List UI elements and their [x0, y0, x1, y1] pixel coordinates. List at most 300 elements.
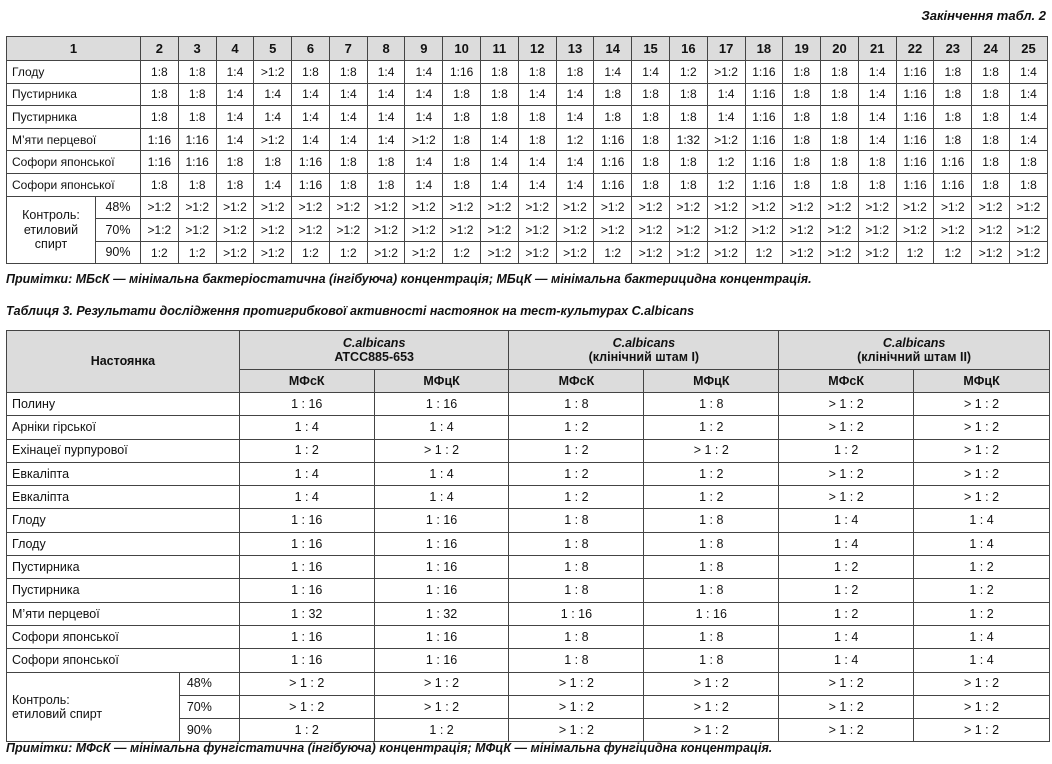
table-cell: >1:2: [254, 219, 292, 242]
table-cell: 1 : 2: [914, 579, 1050, 602]
table-cell: 1:16: [896, 173, 934, 196]
table-cell: 1:4: [556, 151, 594, 174]
table2-header-cell: 16: [669, 37, 707, 61]
table-cell: 1:8: [178, 61, 216, 84]
table-cell: 1 : 8: [509, 509, 644, 532]
table-cell: > 1 : 2: [779, 695, 914, 718]
table-cell: > 1 : 2: [779, 719, 914, 742]
table-cell: 1:16: [141, 128, 179, 151]
row-name: Арніки гірської: [7, 416, 240, 439]
table-cell: > 1 : 2: [374, 695, 509, 718]
table-cell: >1:2: [594, 196, 632, 219]
table-cell: >1:2: [329, 196, 367, 219]
table-cell: 1 : 2: [239, 719, 374, 742]
table-cell: 1:2: [669, 61, 707, 84]
table-cell: 1:2: [934, 241, 972, 264]
table-cell: 1:4: [292, 106, 330, 129]
group-1-line2: ATCC885-653: [334, 350, 414, 364]
table-cell: > 1 : 2: [779, 462, 914, 485]
table-cell: 1 : 4: [374, 462, 509, 485]
table-cell: 1:16: [934, 151, 972, 174]
table-cell: >1:2: [783, 241, 821, 264]
table-cell: 1:2: [329, 241, 367, 264]
table3-caption: Таблиця 3. Результати дослідження протигрибкової активності настоянок на тест-культурах C.albicans: [6, 304, 695, 318]
table2-header-cell: 5: [254, 37, 292, 61]
table-cell: >1:2: [481, 196, 519, 219]
table-cell: 1 : 32: [374, 602, 509, 625]
table-cell: >1:2: [821, 196, 859, 219]
row-name: Пустирника: [7, 579, 240, 602]
table-cell: > 1 : 2: [644, 719, 779, 742]
control-row: [7, 196, 1048, 219]
table2-header-cell: 7: [329, 37, 367, 61]
table-cell: 1:16: [896, 128, 934, 151]
table-cell: 1:8: [443, 128, 481, 151]
table-cell: 1:8: [594, 106, 632, 129]
table-cell: 1:4: [329, 106, 367, 129]
table-cell: 1 : 4: [779, 649, 914, 672]
table2-header-cell: 24: [972, 37, 1010, 61]
control-label-line: спирт: [34, 237, 68, 252]
table-cell: 1:16: [292, 173, 330, 196]
table-cell: >1:2: [632, 219, 670, 242]
table-cell: 1 : 16: [509, 602, 644, 625]
table-cell: >1:2: [821, 219, 859, 242]
table2-header-cell: 13: [556, 37, 594, 61]
table-cell: > 1 : 2: [914, 695, 1050, 718]
table2-header-cell: 17: [707, 37, 745, 61]
table-cell: 1:8: [443, 106, 481, 129]
table-cell: 1 : 4: [779, 625, 914, 648]
table-cell: 1 : 2: [914, 556, 1050, 579]
table-cell: 1:16: [292, 151, 330, 174]
table-cell: 1:8: [1009, 173, 1047, 196]
table-cell: >1:2: [934, 196, 972, 219]
table-cell: >1:2: [178, 219, 216, 242]
table-cell: >1:2: [367, 241, 405, 264]
table-cell: 1:8: [783, 106, 821, 129]
table-cell: >1:2: [707, 219, 745, 242]
table3-subheader-cell: МФцК: [644, 370, 779, 393]
table-cell: 1:4: [292, 128, 330, 151]
control-row: [7, 241, 1048, 264]
row-name: М’яти перцевої: [7, 128, 141, 151]
control-row: [7, 672, 1050, 695]
table-cell: >1:2: [972, 196, 1010, 219]
table-cell: 1 : 16: [374, 532, 509, 555]
table-cell: 1:4: [481, 151, 519, 174]
table-cell: > 1 : 2: [779, 416, 914, 439]
table-cell: >1:2: [518, 219, 556, 242]
table-cell: >1:2: [669, 196, 707, 219]
table-cell: >1:2: [669, 241, 707, 264]
table-row: [7, 416, 1050, 439]
row-name: Глоду: [7, 61, 141, 84]
table2-header-cell: 21: [858, 37, 896, 61]
table-cell: 1:16: [178, 128, 216, 151]
table-row: [7, 106, 1048, 129]
table-cell: 1 : 8: [509, 579, 644, 602]
table-cell: 1:16: [896, 151, 934, 174]
control-concentration: 48%: [96, 196, 141, 219]
table-cell: > 1 : 2: [644, 672, 779, 695]
group-3-line1: C.albicans: [882, 335, 946, 350]
table-cell: 1:16: [896, 61, 934, 84]
table-cell: 1:8: [216, 151, 254, 174]
control-label: [7, 196, 96, 264]
table-cell: 1:8: [972, 61, 1010, 84]
table-cell: 1:16: [896, 106, 934, 129]
table-cell: 1 : 4: [239, 486, 374, 509]
table-cell: 1:4: [1009, 83, 1047, 106]
table-cell: 1 : 4: [914, 509, 1050, 532]
table-cell: 1:8: [481, 83, 519, 106]
control-concentration: 48%: [179, 672, 239, 695]
table-row: [7, 439, 1050, 462]
table-cell: >1:2: [707, 241, 745, 264]
table-cell: 1:4: [707, 106, 745, 129]
table3-subheader-cell: МФцК: [374, 370, 509, 393]
table-cell: 1 : 8: [509, 649, 644, 672]
table-cell: 1:8: [821, 151, 859, 174]
table-cell: >1:2: [178, 196, 216, 219]
table-cell: 1:4: [329, 83, 367, 106]
table-cell: 1:8: [972, 106, 1010, 129]
control-label-line: етиловий спирт: [12, 707, 103, 721]
table-cell: >1:2: [329, 219, 367, 242]
table-cell: 1:16: [594, 173, 632, 196]
table-cell: 1:16: [896, 83, 934, 106]
table-cell: >1:2: [783, 196, 821, 219]
group-2-line1: C.albicans: [612, 335, 676, 350]
table2-header-cell: 25: [1009, 37, 1047, 61]
table-cell: 1:16: [745, 128, 783, 151]
table-cell: 1 : 16: [239, 393, 374, 416]
table-cell: >1:2: [216, 196, 254, 219]
table-cell: 1 : 2: [509, 462, 644, 485]
table-cell: 1:8: [178, 83, 216, 106]
table-cell: 1 : 16: [239, 509, 374, 532]
table-cell: 1:8: [858, 173, 896, 196]
table-cell: 1:8: [972, 128, 1010, 151]
table-cell: > 1 : 2: [914, 462, 1050, 485]
table-row: [7, 151, 1048, 174]
table-cell: > 1 : 2: [509, 719, 644, 742]
table-cell: 1:4: [556, 106, 594, 129]
table-cell: 1 : 4: [779, 532, 914, 555]
table-cell: 1:16: [745, 151, 783, 174]
table-cell: 1 : 2: [509, 416, 644, 439]
table2-header-cell: 15: [632, 37, 670, 61]
group-3-line2: (клінічний штам II): [857, 350, 972, 364]
table-cell: >1:2: [405, 241, 443, 264]
table-cell: > 1 : 2: [374, 672, 509, 695]
table-cell: 1 : 16: [239, 556, 374, 579]
table-cell: > 1 : 2: [644, 695, 779, 718]
table-row: [7, 393, 1050, 416]
table-cell: 1:4: [1009, 61, 1047, 84]
table-cell: 1:4: [1009, 128, 1047, 151]
table-cell: 1:2: [556, 128, 594, 151]
table-cell: 1:4: [632, 61, 670, 84]
table-cell: >1:2: [707, 128, 745, 151]
table-cell: 1:8: [632, 151, 670, 174]
table-cell: > 1 : 2: [779, 672, 914, 695]
table-cell: 1:4: [216, 83, 254, 106]
table-cell: >1:2: [443, 196, 481, 219]
table-cell: >1:2: [707, 61, 745, 84]
table-cell: 1 : 2: [644, 486, 779, 509]
table-cell: 1 : 2: [779, 439, 914, 462]
table-cell: >1:2: [858, 196, 896, 219]
table-cell: >1:2: [405, 196, 443, 219]
table-cell: 1:4: [254, 83, 292, 106]
table-cell: >1:2: [443, 219, 481, 242]
table3-header-group-2: [509, 331, 779, 370]
table3-header-group-1: [239, 331, 509, 370]
table-cell: 1 : 4: [914, 532, 1050, 555]
control-row: [7, 219, 1048, 242]
table-cell: 1:8: [972, 151, 1010, 174]
table-cell: 1:16: [934, 173, 972, 196]
table-cell: >1:2: [405, 128, 443, 151]
table-cell: 1 : 8: [644, 649, 779, 672]
table-cell: 1:8: [518, 106, 556, 129]
table-cell: 1:8: [632, 173, 670, 196]
table-cell: 1:8: [632, 128, 670, 151]
table-cell: 1:4: [518, 173, 556, 196]
table-cell: 1:8: [669, 173, 707, 196]
table-cell: 1 : 4: [374, 416, 509, 439]
table3: [6, 330, 1050, 742]
table-cell: >1:2: [632, 196, 670, 219]
row-name: Глоду: [7, 509, 240, 532]
table-cell: 1:16: [141, 151, 179, 174]
table-row: [7, 128, 1048, 151]
row-name: Пустирника: [7, 556, 240, 579]
table-cell: 1:4: [216, 106, 254, 129]
table2-header-cell: 14: [594, 37, 632, 61]
control-concentration: 70%: [96, 219, 141, 242]
table-cell: >1:2: [821, 241, 859, 264]
table-cell: 1:8: [178, 106, 216, 129]
table-cell: 1 : 8: [644, 579, 779, 602]
table-cell: >1:2: [518, 196, 556, 219]
table-cell: 1:8: [858, 151, 896, 174]
table-cell: > 1 : 2: [779, 393, 914, 416]
table-cell: 1:4: [1009, 106, 1047, 129]
control-concentration: 70%: [179, 695, 239, 718]
table-row: [7, 602, 1050, 625]
table3-subheader-cell: МФсК: [509, 370, 644, 393]
table-cell: >1:2: [367, 196, 405, 219]
table-cell: >1:2: [934, 219, 972, 242]
table-cell: >1:2: [216, 241, 254, 264]
table-continuation-label: Закінчення табл. 2: [921, 8, 1046, 23]
table-cell: >1:2: [367, 219, 405, 242]
table3-subheader-cell: МФсК: [239, 370, 374, 393]
table-cell: > 1 : 2: [644, 439, 779, 462]
table-cell: >1:2: [594, 219, 632, 242]
table3-subheader-cell: МФцК: [914, 370, 1050, 393]
table-cell: 1:8: [934, 106, 972, 129]
row-name: Софори японської: [7, 625, 240, 648]
table2-header-cell: 18: [745, 37, 783, 61]
table-cell: >1:2: [254, 61, 292, 84]
table-cell: 1:2: [707, 173, 745, 196]
table-cell: 1:8: [783, 173, 821, 196]
table-cell: 1:8: [934, 83, 972, 106]
row-name: Ехінацеї пурпурової: [7, 439, 240, 462]
table2-header-cell: 6: [292, 37, 330, 61]
table-cell: 1 : 8: [644, 509, 779, 532]
table-cell: 1 : 8: [509, 393, 644, 416]
table-cell: 1 : 4: [914, 625, 1050, 648]
table2-header-cell: 9: [405, 37, 443, 61]
table-cell: 1 : 4: [914, 649, 1050, 672]
row-name: Софори японської: [7, 151, 141, 174]
table-cell: 1:16: [745, 61, 783, 84]
table-row: [7, 556, 1050, 579]
table-cell: 1:4: [858, 106, 896, 129]
table-cell: 1:4: [594, 61, 632, 84]
table-cell: > 1 : 2: [914, 486, 1050, 509]
table2-header-cell: 12: [518, 37, 556, 61]
row-name: М’яти перцевої: [7, 602, 240, 625]
table-cell: 1:2: [443, 241, 481, 264]
table-cell: 1 : 8: [509, 625, 644, 648]
table-cell: 1 : 16: [374, 509, 509, 532]
table-cell: 1:8: [556, 61, 594, 84]
table-cell: 1:2: [594, 241, 632, 264]
table2-header-row: [7, 37, 1048, 61]
table-cell: 1 : 4: [374, 486, 509, 509]
table-cell: 1 : 4: [239, 416, 374, 439]
table-cell: 1:4: [329, 128, 367, 151]
table3-note: Примітки: МФсК — мінімальна фунгістатична (інгібуюча) концентрація; МФцК — мінімальна фунгіцидна концентрація.: [6, 741, 773, 755]
table2-header-cell: 2: [141, 37, 179, 61]
table2: [6, 36, 1048, 264]
table-cell: 1 : 16: [374, 625, 509, 648]
table-cell: 1:4: [405, 173, 443, 196]
control-label-line: Контроль:: [22, 208, 80, 223]
table2-header-cell: 22: [896, 37, 934, 61]
row-name: Пустирника: [7, 106, 141, 129]
table-cell: >1:2: [481, 219, 519, 242]
table2-header-cell: 1: [7, 37, 141, 61]
table-cell: 1 : 2: [509, 486, 644, 509]
table-cell: 1:4: [405, 83, 443, 106]
table-cell: 1:8: [934, 128, 972, 151]
table3-header-group-3: [779, 331, 1050, 370]
table-row: [7, 649, 1050, 672]
table-cell: >1:2: [292, 219, 330, 242]
table-cell: 1:8: [178, 173, 216, 196]
table-cell: > 1 : 2: [914, 672, 1050, 695]
table2-header-cell: 3: [178, 37, 216, 61]
table-cell: >1:2: [518, 241, 556, 264]
table-cell: 1:8: [783, 83, 821, 106]
table-cell: 1:8: [329, 173, 367, 196]
table-cell: 1:4: [858, 61, 896, 84]
table-cell: 1:2: [141, 241, 179, 264]
table-cell: 1:4: [858, 128, 896, 151]
table-cell: 1 : 32: [239, 602, 374, 625]
table-cell: 1 : 16: [644, 602, 779, 625]
table-cell: 1:8: [821, 61, 859, 84]
table-cell: 1:4: [367, 61, 405, 84]
table-cell: 1 : 8: [509, 532, 644, 555]
control-concentration: 90%: [96, 241, 141, 264]
table-cell: 1:8: [292, 61, 330, 84]
table-cell: 1:4: [254, 173, 292, 196]
table-cell: 1:16: [178, 151, 216, 174]
table-cell: 1 : 2: [914, 602, 1050, 625]
table-cell: 1 : 16: [239, 649, 374, 672]
table-cell: 1 : 4: [239, 462, 374, 485]
table-cell: 1:8: [216, 173, 254, 196]
table-cell: >1:2: [556, 241, 594, 264]
table-cell: >1:2: [783, 219, 821, 242]
row-name: Софори японської: [7, 649, 240, 672]
table-cell: 1:8: [669, 151, 707, 174]
table-cell: 1:8: [329, 61, 367, 84]
table-row: [7, 462, 1050, 485]
table-row: [7, 486, 1050, 509]
table-cell: 1:16: [745, 173, 783, 196]
table-cell: 1:4: [367, 83, 405, 106]
table-cell: 1:8: [443, 83, 481, 106]
table-cell: 1 : 2: [779, 602, 914, 625]
table-cell: 1 : 2: [779, 579, 914, 602]
table-cell: > 1 : 2: [509, 695, 644, 718]
table-cell: 1:2: [292, 241, 330, 264]
table-cell: 1:4: [556, 173, 594, 196]
table-cell: >1:2: [254, 196, 292, 219]
group-2-line2: (клінічний штам I): [588, 350, 700, 364]
table-cell: > 1 : 2: [914, 393, 1050, 416]
table-cell: 1:4: [518, 151, 556, 174]
table2-note: Примітки: МБсК — мінімальна бактеріостатична (інгібуюча) концентрація; МБцК — мінімальна бактерицидна концентрація.: [6, 272, 812, 286]
table-cell: 1:4: [254, 106, 292, 129]
table2-header-cell: 8: [367, 37, 405, 61]
table-cell: 1:8: [821, 128, 859, 151]
table-cell: 1:4: [481, 128, 519, 151]
table-cell: >1:2: [972, 241, 1010, 264]
table-cell: >1:2: [972, 219, 1010, 242]
table-cell: 1:8: [518, 61, 556, 84]
table3-body: [7, 393, 1050, 742]
table-cell: > 1 : 2: [914, 439, 1050, 462]
table-cell: 1:4: [367, 128, 405, 151]
table-cell: >1:2: [254, 128, 292, 151]
table-cell: 1:4: [216, 128, 254, 151]
table-cell: >1:2: [896, 219, 934, 242]
table-cell: 1:8: [141, 61, 179, 84]
table-cell: 1:8: [821, 83, 859, 106]
table-cell: 1:16: [745, 106, 783, 129]
table-cell: >1:2: [1009, 219, 1047, 242]
table-cell: 1 : 2: [644, 462, 779, 485]
table-cell: 1:4: [292, 83, 330, 106]
table-cell: >1:2: [481, 241, 519, 264]
control-concentration: 90%: [179, 719, 239, 742]
row-name: Евкаліпта: [7, 486, 240, 509]
table-cell: 1 : 2: [779, 556, 914, 579]
table-cell: >1:2: [216, 219, 254, 242]
table2-header-cell: 19: [783, 37, 821, 61]
table-cell: >1:2: [405, 219, 443, 242]
